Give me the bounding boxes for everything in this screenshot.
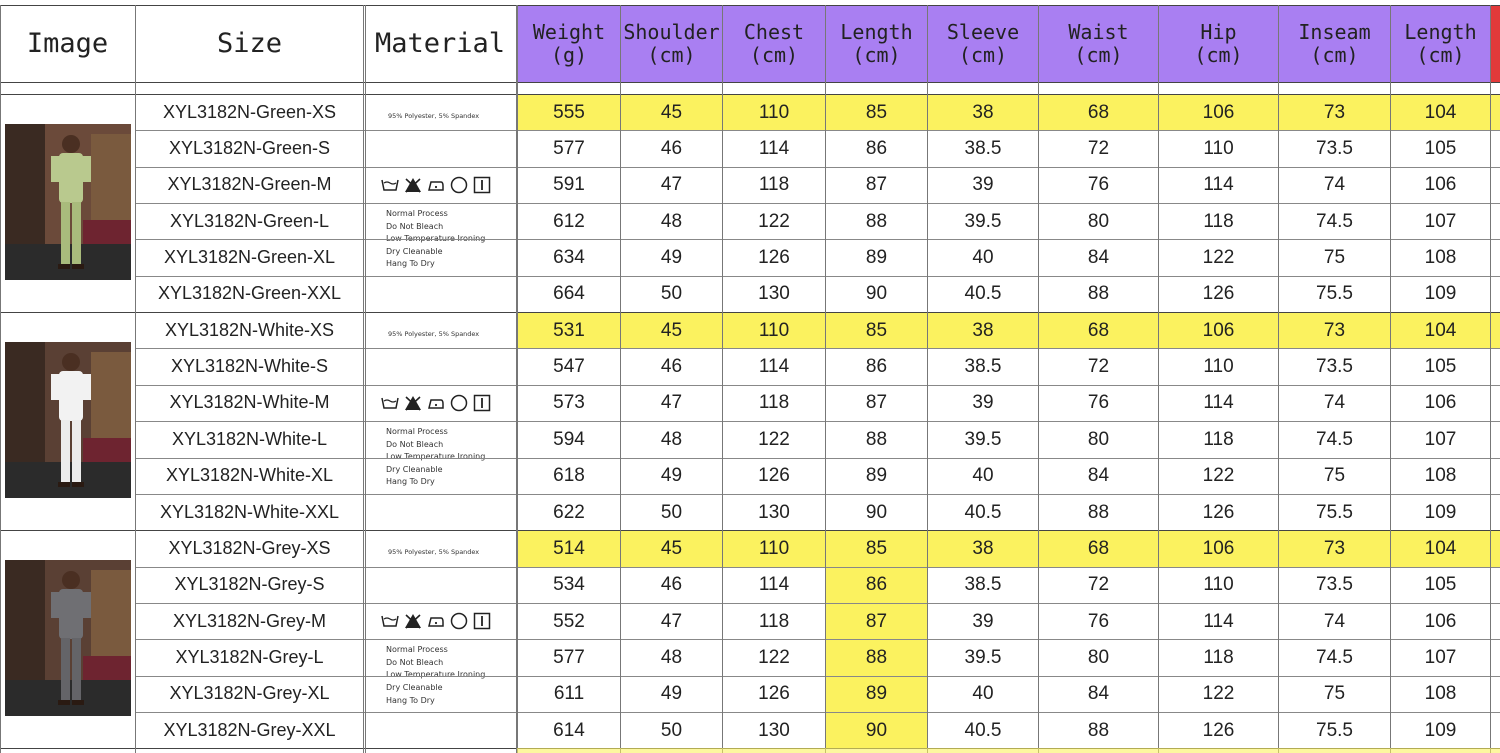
measure-cell: 122	[1202, 247, 1235, 269]
measure-cell: 106	[1202, 537, 1235, 559]
column-divider	[927, 5, 928, 753]
care-instruction: Dry Cleanable	[386, 464, 443, 474]
measure-cell: 74	[1323, 610, 1346, 632]
measure-cell: 118	[758, 174, 790, 196]
measure-cell: 88	[1087, 719, 1110, 741]
measure-cell: 74.5	[1316, 210, 1353, 232]
measure-cell: 74.5	[1316, 428, 1353, 450]
measure-cell: 73.5	[1316, 356, 1353, 378]
measure-cell: 75.5	[1316, 501, 1353, 523]
column-divider	[722, 5, 723, 753]
care-instruction: Normal Process	[386, 645, 448, 655]
measure-cell: 39.5	[964, 646, 1002, 668]
measure-cell: 48	[660, 210, 683, 232]
measure-cell: 68	[1087, 101, 1110, 123]
material-composition: 95% Polyester, 5% Spandex	[388, 330, 480, 339]
header-measure-8: Length (cm)	[1391, 6, 1490, 82]
measure-cell: 76	[1087, 392, 1110, 414]
measure-cell: 118	[1203, 646, 1234, 668]
measure-cell: 85	[865, 537, 888, 559]
measure-cell: 75	[1323, 465, 1346, 487]
measure-cell: 622	[553, 501, 585, 523]
measure-cell: 634	[553, 247, 585, 269]
no-bleach-icon	[404, 395, 422, 416]
measure-cell: 80	[1087, 428, 1110, 450]
measure-cell: 122	[1202, 465, 1235, 487]
header-measure-1: Shoulder (cm)	[621, 6, 722, 82]
care-instruction: Hang To Dry	[386, 259, 435, 269]
measure-cell: 80	[1087, 646, 1110, 668]
measure-cell: 72	[1087, 574, 1110, 596]
dry-clean-icon	[450, 612, 468, 635]
measure-cell: 118	[758, 392, 790, 414]
measure-cell: 38	[972, 101, 994, 123]
measure-cell: 105	[1424, 356, 1457, 378]
measure-cell: 40	[972, 683, 994, 705]
measure-cell: 73.5	[1316, 574, 1353, 596]
measure-cell: 106	[1424, 392, 1457, 414]
measure-cell: 107	[1424, 428, 1457, 450]
size-cell: XYL3182N-White-L	[171, 428, 328, 449]
measure-cell: 104	[1424, 319, 1457, 341]
measure-cell: 45	[660, 319, 683, 341]
care-icons-row	[381, 394, 491, 417]
measure-cell: 122	[758, 210, 790, 232]
measure-cell: 114	[758, 574, 790, 596]
size-cell: XYL3182N-Grey-L	[175, 646, 324, 667]
size-cell: XYL3182N-White-S	[170, 356, 329, 377]
measure-cell: 110	[758, 319, 790, 341]
measure-cell: 86	[865, 138, 888, 160]
column-divider	[1158, 5, 1159, 753]
measure-cell: 534	[553, 574, 585, 596]
measure-cell: 126	[758, 465, 790, 487]
measure-cell: 76	[1087, 610, 1110, 632]
measure-cell: 110	[758, 101, 790, 123]
size-cell: XYL3182N-Green-L	[169, 210, 330, 231]
measure-cell: 73	[1323, 319, 1346, 341]
wash-icon	[381, 614, 399, 633]
measure-cell: 39.5	[964, 210, 1002, 232]
dry-clean-icon	[450, 176, 468, 199]
measure-cell: 126	[1202, 719, 1235, 741]
care-icons-row	[381, 176, 491, 199]
table-top-border	[0, 5, 1500, 6]
material-composition: 95% Polyester, 5% Spandex	[388, 112, 480, 120]
iron-icon	[427, 396, 445, 415]
column-divider	[363, 5, 364, 753]
measure-cell: 72	[1087, 138, 1110, 160]
care-icons-row	[381, 612, 491, 635]
measure-cell: 46	[660, 356, 683, 378]
column-divider	[365, 5, 366, 753]
measure-cell: 108	[1424, 465, 1457, 487]
measure-cell: 38.5	[964, 356, 1002, 378]
measure-cell: 130	[758, 283, 790, 305]
measure-cell: 40	[972, 465, 994, 487]
model-photo-green	[5, 124, 131, 280]
measure-cell: 38	[972, 319, 994, 341]
measure-cell: 108	[1424, 247, 1457, 269]
measure-cell: 48	[660, 428, 683, 450]
measure-cell: 46	[660, 574, 683, 596]
hang-dry-icon	[473, 612, 491, 635]
measure-cell: 45	[660, 537, 683, 559]
header-measure-7: Inseam (cm)	[1279, 6, 1390, 82]
wash-icon	[381, 396, 399, 415]
header-size: Size	[136, 6, 363, 82]
measure-cell: 107	[1424, 646, 1457, 668]
measure-cell: 73	[1323, 537, 1346, 559]
care-instruction: Do Not Bleach	[386, 221, 444, 231]
wash-icon	[381, 178, 399, 197]
measure-cell: 74.5	[1316, 646, 1353, 668]
measure-cell: 611	[553, 683, 585, 705]
measure-cell: 591	[553, 174, 585, 196]
measure-cell: 126	[758, 683, 790, 705]
measure-cell: 86	[826, 568, 927, 603]
measure-cell: 110	[758, 537, 790, 559]
measure-cell: 122	[758, 428, 790, 450]
measure-cell: 80	[1087, 210, 1110, 232]
size-cell: XYL3182N-White-XS	[164, 319, 335, 340]
measure-cell: 39.5	[964, 428, 1002, 450]
size-cell: XYL3182N-Grey-XXL	[163, 719, 336, 740]
bottom-edge	[517, 748, 1500, 753]
measure-cell: 47	[660, 392, 683, 414]
measure-cell: 74	[1323, 392, 1346, 414]
measure-cell: 130	[758, 719, 790, 741]
measure-cell: 76	[1087, 174, 1110, 196]
measure-cell: 109	[1424, 501, 1457, 523]
measure-cell: 88	[826, 640, 927, 675]
measure-cell: 594	[553, 428, 585, 450]
measure-cell: 108	[1424, 683, 1457, 705]
measure-cell: 107	[1424, 210, 1457, 232]
column-divider	[1038, 5, 1039, 753]
measure-cell: 73	[1323, 101, 1346, 123]
measure-cell: 40.5	[964, 501, 1002, 523]
measure-cell: 106	[1424, 174, 1457, 196]
measure-cell: 50	[660, 501, 683, 523]
measure-cell: 47	[660, 174, 683, 196]
dry-clean-icon	[450, 394, 468, 417]
column-divider	[620, 5, 621, 753]
measure-cell: 118	[1203, 210, 1234, 232]
measure-cell: 90	[865, 501, 888, 523]
measure-cell: 114	[758, 138, 790, 160]
header-measure-6: Hip (cm)	[1159, 6, 1278, 82]
header-measure-2: Chest (cm)	[723, 6, 825, 82]
size-cell: XYL3182N-Green-XS	[162, 101, 337, 122]
measure-cell: 118	[1203, 428, 1234, 450]
care-instruction: Do Not Bleach	[386, 439, 444, 449]
measure-cell: 38.5	[964, 574, 1002, 596]
measure-cell: 106	[1202, 101, 1235, 123]
header-measure-5: Waist (cm)	[1039, 6, 1158, 82]
column-divider	[1278, 5, 1279, 753]
measure-cell: 68	[1087, 537, 1110, 559]
measure-cell: 89	[865, 247, 888, 269]
measure-cell: 126	[1202, 501, 1235, 523]
measure-cell: 106	[1424, 610, 1457, 632]
header-measure-4: Sleeve (cm)	[928, 6, 1038, 82]
header-overflow-column	[1491, 6, 1500, 82]
measure-cell: 547	[553, 356, 585, 378]
measure-cell: 87	[865, 174, 888, 196]
measure-cell: 50	[660, 283, 683, 305]
measure-cell: 514	[553, 537, 585, 559]
measure-cell: 88	[1087, 283, 1110, 305]
measure-cell: 49	[660, 465, 683, 487]
measure-cell: 84	[1087, 683, 1110, 705]
measure-cell: 47	[660, 610, 683, 632]
measure-cell: 49	[660, 683, 683, 705]
column-divider	[135, 5, 136, 753]
iron-icon	[427, 178, 445, 197]
measure-cell: 88	[1087, 501, 1110, 523]
iron-icon	[427, 614, 445, 633]
material-composition: 95% Polyester, 5% Spandex	[388, 548, 480, 557]
column-divider	[0, 5, 1, 753]
size-cell: XYL3182N-Green-S	[168, 138, 331, 159]
measure-cell: 110	[1203, 574, 1234, 596]
measure-cell: 84	[1087, 465, 1110, 487]
header-image: Image	[0, 6, 135, 82]
measure-cell: 106	[1202, 319, 1235, 341]
care-instruction: Normal Process	[386, 427, 448, 437]
measure-cell: 114	[1203, 610, 1234, 632]
measure-cell: 90	[826, 713, 927, 748]
measure-cell: 105	[1424, 138, 1457, 160]
size-cell: XYL3182N-Green-XL	[163, 247, 336, 268]
measure-cell: 68	[1087, 319, 1110, 341]
measure-cell: 39	[972, 174, 994, 196]
care-instruction: Dry Cleanable	[386, 246, 443, 256]
measure-cell: 104	[1424, 101, 1457, 123]
measure-cell: 126	[1202, 283, 1235, 305]
measure-cell: 74	[1323, 174, 1346, 196]
measure-cell: 130	[758, 501, 790, 523]
measure-cell: 85	[865, 101, 888, 123]
header-material: Material	[364, 6, 516, 82]
measure-cell: 40.5	[964, 719, 1002, 741]
measure-cell: 109	[1424, 283, 1457, 305]
measure-cell: 110	[1203, 138, 1234, 160]
measure-cell: 89	[826, 677, 927, 712]
measure-cell: 122	[1202, 683, 1235, 705]
column-divider	[1390, 5, 1391, 753]
measure-cell: 577	[553, 138, 585, 160]
column-divider	[1490, 5, 1491, 753]
measure-cell: 40.5	[964, 283, 1002, 305]
measure-cell: 46	[660, 138, 683, 160]
measure-cell: 105	[1424, 574, 1457, 596]
measure-cell: 552	[553, 610, 585, 632]
hang-dry-icon	[473, 176, 491, 199]
measure-cell: 88	[865, 210, 888, 232]
model-photo-grey	[5, 560, 131, 716]
body-top-border	[0, 94, 1500, 95]
measure-cell: 612	[553, 210, 585, 232]
measure-cell: 109	[1424, 719, 1457, 741]
measure-cell: 126	[758, 247, 790, 269]
care-instruction: Normal Process	[386, 209, 448, 218]
measure-cell: 84	[1087, 247, 1110, 269]
size-cell: XYL3182N-Green-M	[167, 174, 332, 195]
measure-cell: 48	[660, 646, 683, 668]
measure-cell: 86	[865, 356, 888, 378]
care-instruction: Do Not Bleach	[386, 657, 444, 667]
no-bleach-icon	[404, 613, 422, 634]
measure-cell: 110	[1203, 356, 1234, 378]
size-cell: XYL3182N-White-XXL	[159, 501, 340, 522]
measure-cell: 122	[758, 646, 790, 668]
measure-cell: 618	[553, 465, 585, 487]
size-cell: XYL3182N-Grey-XS	[168, 537, 331, 558]
measure-cell: 40	[972, 247, 994, 269]
size-cell: XYL3182N-Grey-S	[174, 574, 325, 595]
measure-cell: 104	[1424, 537, 1457, 559]
measure-cell: 89	[865, 465, 888, 487]
header-measure-0: Weight (g)	[518, 6, 620, 82]
measure-cell: 72	[1087, 356, 1110, 378]
size-cell: XYL3182N-Grey-M	[172, 610, 327, 631]
measure-cell: 114	[1203, 174, 1234, 196]
care-instruction: Dry Cleanable	[386, 682, 443, 692]
column-divider	[517, 5, 518, 753]
measure-cell: 114	[758, 356, 790, 378]
measure-cell: 664	[553, 283, 585, 305]
column-divider	[825, 5, 826, 753]
measure-cell: 49	[660, 247, 683, 269]
measure-cell: 90	[865, 283, 888, 305]
measure-cell: 75.5	[1316, 283, 1353, 305]
size-cell: XYL3182N-Grey-XL	[169, 683, 330, 704]
measure-cell: 114	[1203, 392, 1234, 414]
care-instruction: Hang To Dry	[386, 477, 435, 487]
measure-cell: 555	[553, 101, 585, 123]
size-cell: XYL3182N-Green-XXL	[157, 283, 342, 304]
size-cell: XYL3182N-White-XL	[165, 465, 334, 486]
measure-cell: 88	[865, 428, 888, 450]
measure-cell: 45	[660, 101, 683, 123]
measure-cell: 87	[826, 604, 927, 639]
measure-cell: 75	[1323, 247, 1346, 269]
measure-cell: 39	[972, 610, 994, 632]
hang-dry-icon	[473, 394, 491, 417]
measure-cell: 614	[553, 719, 585, 741]
measure-cell: 118	[758, 610, 790, 632]
measure-cell: 75	[1323, 683, 1346, 705]
measure-cell: 73.5	[1316, 138, 1353, 160]
header-gap	[517, 83, 1500, 94]
care-instruction: Hang To Dry	[386, 695, 435, 705]
measure-cell: 50	[660, 719, 683, 741]
measure-cell: 85	[865, 319, 888, 341]
measure-cell: 39	[972, 392, 994, 414]
measure-cell: 75.5	[1316, 719, 1353, 741]
no-bleach-icon	[404, 177, 422, 198]
measure-cell: 531	[553, 319, 585, 341]
header-measure-3: Length (cm)	[826, 6, 927, 82]
size-cell: XYL3182N-White-M	[169, 392, 330, 413]
measure-cell: 87	[865, 392, 888, 414]
measure-cell: 573	[553, 392, 585, 414]
model-photo-white	[5, 342, 131, 498]
measure-cell: 38.5	[964, 138, 1002, 160]
measure-cell: 38	[972, 537, 994, 559]
measure-cell: 577	[553, 646, 585, 668]
